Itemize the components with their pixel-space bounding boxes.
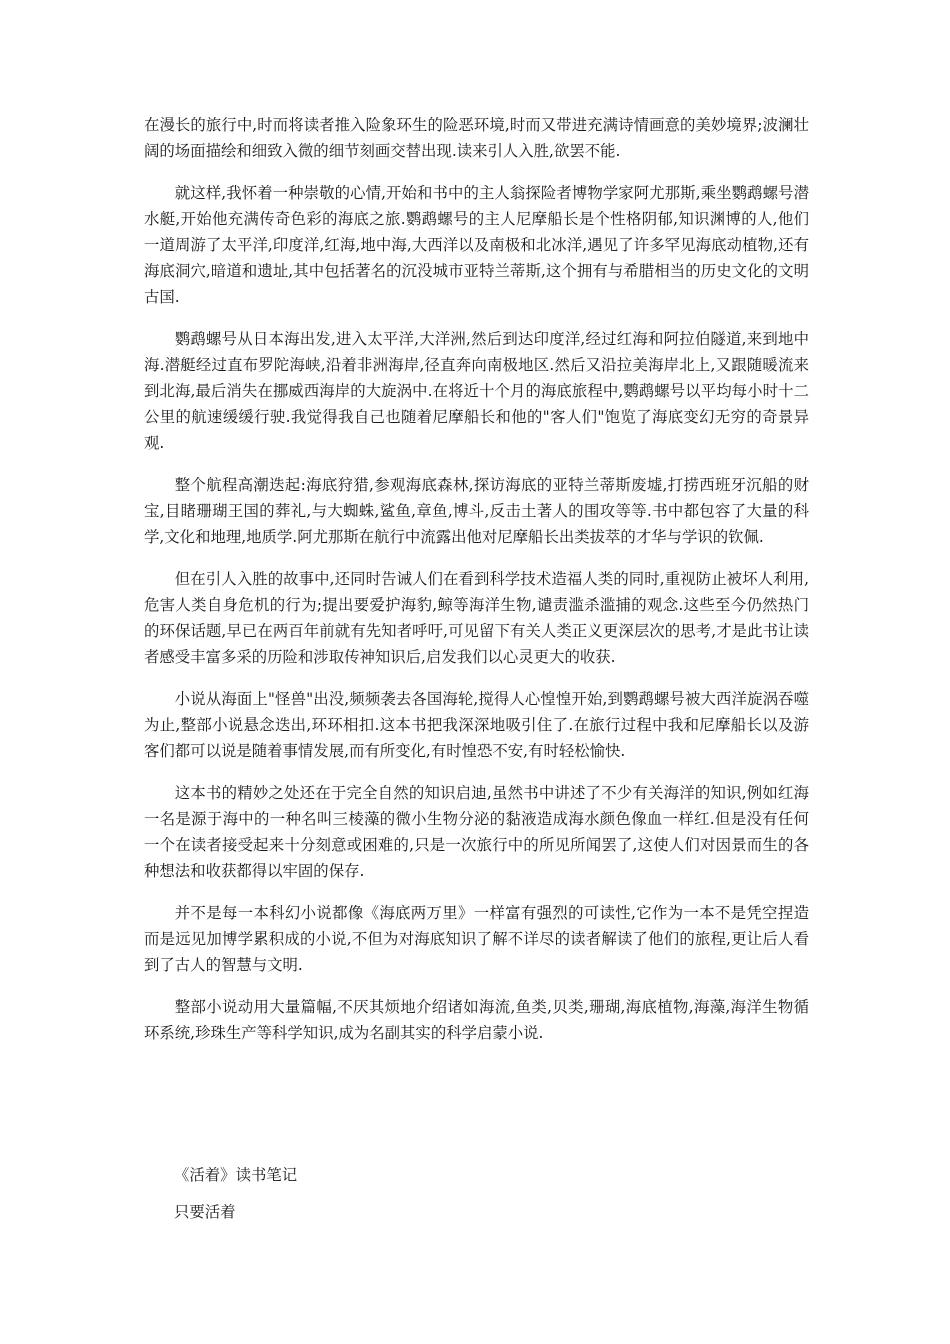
paragraph-5: 但在引人入胜的故事中,还同时告诫人们在看到科学技术造福人类的同时,重视防止被坏人利用,危害人类自身危机的行为;提出要爱护海豹,鲸等海洋生物,谴责滥杀滥捕的观念.这些至今仍然热门的环保话题,早已在两百年前就有先知者呼吁,可见留下有关人类正义更深层次的思考,才是此书让读者感受丰富多采的历险和涉取传神知识后,启发我们以心灵更大的收获.	[144, 570, 809, 666]
next-section-title: 《活着》读书笔记	[174, 1166, 298, 1184]
next-section-subtitle: 只要活着	[174, 1203, 236, 1221]
paragraph-8: 并不是每一本科幻小说都像《海底两万里》一样富有强烈的可读性,它作为一本不是凭空捏造而是远见加博学累积成的小说,不但为对海底知识了解不详尽的读者解读了他们的旅程,更让后人看到了古人的智慧与文明.	[144, 904, 809, 974]
paragraph-3: 鹦鹉螺号从日本海出发,进入太平洋,大洋洲,然后到达印度洋,经过红海和阿拉伯隧道,来到地中海.潜艇经过直布罗陀海峡,沿着非洲海岸,径直奔向南极地区.然后又沿拉美海岸北上,又跟随暖流来到北海,最后消失在挪威西海岸的大旋涡中.在将近十个月的海底旅程中,鹦鹉螺号以平均每小时十二公里的航速缓缓行驶.我觉得我自己也随着尼摩船长和他的"客人们"饱览了海底变幻无穷的奇景异观.	[144, 330, 809, 452]
paragraph-9: 整部小说动用大量篇幅,不厌其烦地介绍诸如海流,鱼类,贝类,珊瑚,海底植物,海藻,海洋生物循环系统,珍珠生产等科学知识,成为名副其实的科学启蒙小说.	[144, 998, 809, 1042]
paragraph-1: 在漫长的旅行中,时而将读者推入险象环生的险恶环境,时而又带进充满诗情画意的美妙境界;波澜壮阔的场面描绘和细致入微的细节刻画交替出现.读来引人入胜,欲罢不能.	[144, 116, 809, 160]
paragraph-6: 小说从海面上"怪兽"出没,频频袭去各国海轮,搅得人心惶惶开始,到鹦鹉螺号被大西洋旋涡吞噬为止,整部小说悬念迭出,环环相扣.这本书把我深深地吸引住了.在旅行过程中我和尼摩船长以及游客们都可以说是随着事情发展,而有所变化,有时惶恐不安,有时轻松愉快.	[144, 690, 809, 760]
document-body	[144, 112, 809, 1062]
paragraph-7: 这本书的精妙之处还在于完全自然的知识启迪,虽然书中讲述了不少有关海洋的知识,例如红海一名是源于海中的一种名叫三棱藻的微小生物分泌的黏液造成海水颜色像血一样红.但是没有任何一个在读者接受起来十分刻意或困难的,只是一次旅行中的所见所闻罢了,这使人们对因景而生的各种想法和收获都得以牢固的保存.	[144, 784, 809, 880]
paragraph-4: 整个航程高潮迭起:海底狩猎,参观海底森林,探访海底的亚特兰蒂斯废墟,打捞西班牙沉船的财宝,目睹珊瑚王国的葬礼,与大蜘蛛,鲨鱼,章鱼,博斗,反击土著人的围攻等等.书中都包容了大量的科学,文化和地理,地质学.阿尤那斯在航行中流露出他对尼摩船长出类拔萃的才华与学识的钦佩.	[144, 476, 809, 546]
paragraph-2: 就这样,我怀着一种崇敬的心情,开始和书中的主人翁探险者博物学家阿尤那斯,乘坐鹦鹉螺号潜水艇,开始他充满传奇色彩的海底之旅.鹦鹉螺号的主人尼摩船长是个性格阴郁,知识渊博的人,他们一道周游了太平洋,印度洋,红海,地中海,大西洋以及南极和北冰洋,遇见了许多罕见海底动植物,还有海底洞穴,暗道和遗址,其中包括著名的沉没城市亚特兰蒂斯,这个拥有与希腊相当的历史文化的文明古国.	[144, 184, 809, 306]
